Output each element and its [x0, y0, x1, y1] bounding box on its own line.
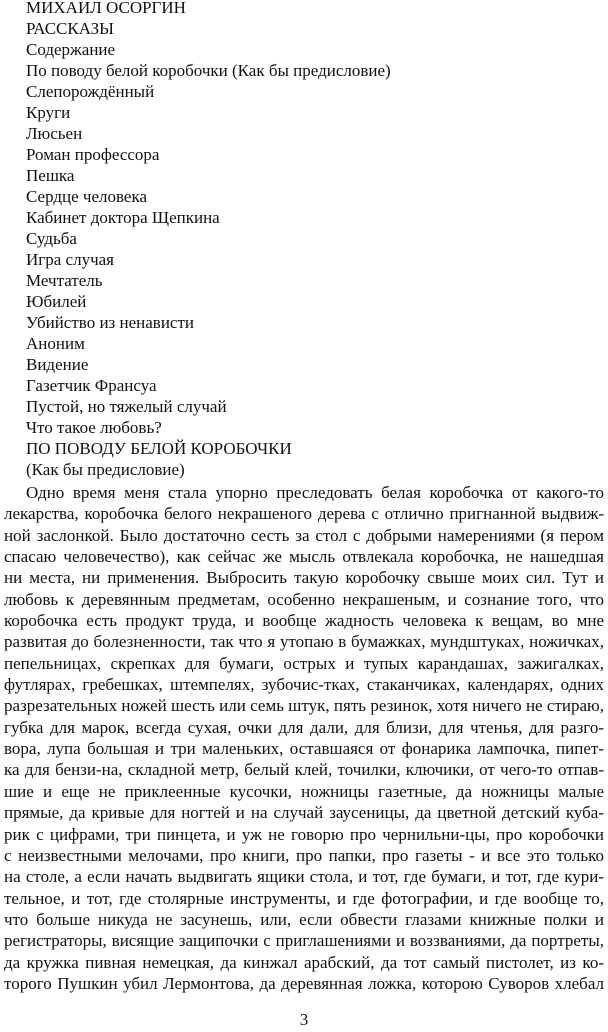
text-line: ни места, ни применения. Выбросить такую коробочку свыше моих сил. Тут и [4, 568, 604, 588]
text-line: прямые, да кривые для ногтей и на случай заусеницы, да цветной детский куба- [4, 803, 604, 823]
text-line: лекарства, коробочка белого некрашеного дерева с отлично пригнанной выдвиж- [4, 504, 604, 524]
text-line: коробочка есть продукт труда, и вообще жадность человека к вещам, во мне [4, 611, 604, 631]
text-line: футлярах, гребешках, штемпелях, зубочис-тках, стаканчиках, календарях, одних [4, 675, 604, 695]
page-number: 3 [299, 1010, 309, 1029]
text-line: что больше никуда не засунешь, или, если обвести глазами книжные полки и [4, 909, 604, 929]
toc-item: Убийство из ненависти [26, 313, 194, 332]
text-line: с неизвестными мелочами, про книги, про папки, про газеты - и все это только [4, 845, 604, 865]
text-line: ной заслонкой. Было достаточно сесть за стол с добрыми намерениями (я пером [4, 525, 604, 545]
chapter-heading: ПО ПОВОДУ БЕЛОЙ КОРОБОЧКИ [26, 439, 292, 458]
toc-item: Видение [26, 355, 89, 374]
text-line: да кружка пивная немецкая, да кинжал арабский, да тот самый пистолет, из ко- [4, 952, 604, 972]
text-line: торого Пушкин убил Лермонтова, да деревянная ложка, которою Суворов хлебал [4, 973, 604, 993]
table-of-contents [26, 0, 596, 480]
text-line: любовь к деревянным предметам, особенно некрашеным, и сознание того, что [4, 589, 604, 609]
toc-item: Что такое любовь? [26, 418, 162, 437]
toc-item: Круги [26, 103, 71, 122]
text-line: развитая до болезненности, так что я утопаю в бумажках, мундштуках, ножичках, [4, 632, 604, 652]
toc-item: Люсьен [26, 124, 83, 143]
toc-item: Аноним [26, 334, 85, 353]
toc-item: По поводу белой коробочки (Как бы предисловие) [26, 61, 391, 80]
toc-item: Пешка [26, 166, 75, 185]
toc-item: Судьба [26, 229, 77, 248]
toc-item: Газетчик Франсуа [26, 376, 157, 395]
toc-item: Слепорождённый [26, 82, 155, 101]
text-line: шие и еще не приклеенные кусочки, ножницы газетные, да ножницы малые [4, 781, 604, 801]
text-line: спасаю человечество), как сейчас же мысль отвлекала коробочка, не нашедшая [4, 547, 604, 567]
text-line: на столе, а если начать выдвигать ящики стола, и тот, где бумаги, и тот, где кури- [4, 867, 604, 887]
book-title: РАССКАЗЫ [26, 19, 114, 38]
toc-item: Кабинет доктора Щепкина [26, 208, 220, 227]
text-line: Одно время меня стала упорно преследовать белая коробочка от какого-то [26, 483, 604, 502]
chapter-subheading: (Как бы предисловие) [26, 460, 185, 479]
text-line: вора, лупа большая и три маленьких, оставшаяся от фонарика лампочка, пипет- [4, 739, 604, 759]
toc-item: Юбилей [26, 292, 87, 311]
text-line: ка для бензи-на, складной метр, белый клей, точилки, ключики, от чего-то отпав- [4, 760, 604, 780]
author-name: МИХАИЛ ОСОРГИН [26, 0, 186, 17]
text-line: рик с цифрами, три пинцета, и уж не говорю про чернильни-цы, про коробочки [4, 824, 604, 844]
toc-item: Мечтатель [26, 271, 103, 290]
toc-item: Сердце человека [26, 187, 148, 206]
contents-heading: Содержание [26, 40, 116, 59]
body-paragraph [4, 482, 604, 994]
toc-item: Игра случая [26, 250, 114, 269]
text-line: тельное, и тот, где столярные инструменты, и где фотографии, и где вообще то, [4, 888, 604, 908]
text-line: регистраторы, висящие защипочки с приглашениями и воззваниями, да портреты, [4, 931, 604, 951]
toc-item: Роман профессора [26, 145, 160, 164]
text-line: губка для марок, всегда сухая, очки для дали, для близи, для чтенья, для разго- [4, 717, 604, 737]
toc-item: Пустой, но тяжелый случай [26, 397, 227, 416]
text-line: пепельницах, скрепках для бумаги, острых и тупых карандашах, зажигалках, [4, 653, 604, 673]
text-line: разрезательных ножей шесть или семь штук, пять резинок, хотя ничего не стираю, [4, 696, 604, 716]
